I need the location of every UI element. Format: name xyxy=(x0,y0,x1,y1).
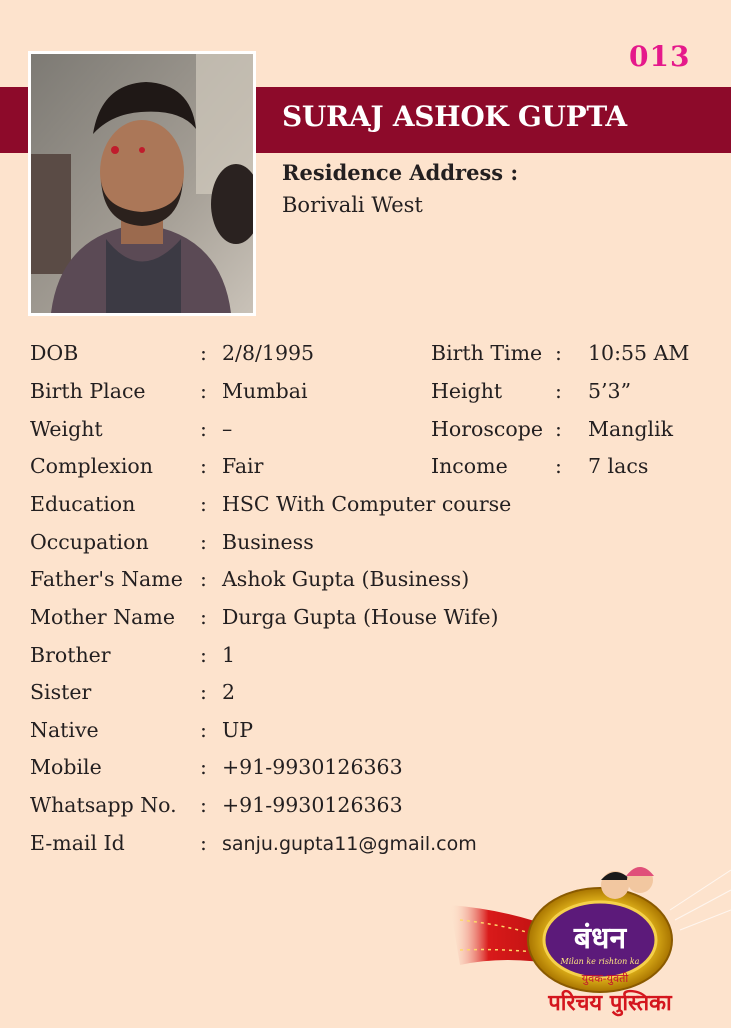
detail-separator: : xyxy=(200,530,207,554)
detail-value: +91-9930126363 xyxy=(222,793,403,817)
detail-separator: : xyxy=(200,567,207,591)
detail-value: sanju.gupta11@gmail.com xyxy=(222,833,477,855)
detail-separator: : xyxy=(200,718,207,742)
detail-label: Mobile xyxy=(30,755,102,779)
detail-label: Complexion xyxy=(30,454,153,478)
address-label: Residence Address : xyxy=(282,160,519,185)
detail-separator: : xyxy=(200,831,207,855)
profile-name: SURAJ ASHOK GUPTA xyxy=(282,100,627,133)
detail-separator: : xyxy=(200,755,207,779)
detail-value: 5’3” xyxy=(588,379,632,403)
detail-separator: : xyxy=(555,379,562,403)
detail-separator: : xyxy=(200,492,207,516)
detail-label: Birth Time xyxy=(431,341,543,365)
logo-tagline: Milan ke rishton ka xyxy=(560,957,640,966)
detail-label: Native xyxy=(30,718,99,742)
detail-separator: : xyxy=(200,341,207,365)
detail-value: 2 xyxy=(222,680,236,704)
detail-separator: : xyxy=(200,605,207,629)
logo-subtitle: युवक-युवती xyxy=(581,972,629,985)
detail-label: E-mail Id xyxy=(30,831,125,855)
detail-value: Mumbai xyxy=(222,379,308,403)
detail-label: Education xyxy=(30,492,136,516)
detail-separator: : xyxy=(200,643,207,667)
detail-value: 2/8/1995 xyxy=(222,341,315,365)
detail-separator: : xyxy=(200,793,207,817)
detail-label: Horoscope xyxy=(431,417,543,441)
detail-value: UP xyxy=(222,718,254,742)
detail-value: Fair xyxy=(222,454,264,478)
detail-separator: : xyxy=(555,417,562,441)
detail-value: – xyxy=(222,417,233,441)
detail-label: Father's Name xyxy=(30,567,183,591)
profile-number: 013 xyxy=(629,40,691,73)
detail-value: Ashok Gupta (Business) xyxy=(222,567,470,591)
detail-value: HSC With Computer course xyxy=(222,492,512,516)
detail-separator: : xyxy=(200,379,207,403)
detail-value: +91-9930126363 xyxy=(222,755,403,779)
detail-label: Brother xyxy=(30,643,111,667)
detail-separator: : xyxy=(555,454,562,478)
detail-label: Occupation xyxy=(30,530,149,554)
detail-value: 1 xyxy=(222,643,236,667)
address-value: Borivali West xyxy=(282,193,423,217)
detail-label: Mother Name xyxy=(30,605,175,629)
logo-bottom-text: परिचय पुस्तिका xyxy=(548,991,672,1016)
detail-label: Income xyxy=(431,454,508,478)
logo-title: बंधन xyxy=(573,921,627,956)
detail-label: Birth Place xyxy=(30,379,146,403)
detail-value: Business xyxy=(222,530,314,554)
detail-value: 7 lacs xyxy=(588,454,649,478)
detail-value: Durga Gupta (House Wife) xyxy=(222,605,499,629)
detail-label: DOB xyxy=(30,341,79,365)
bandhan-logo xyxy=(450,850,731,1024)
detail-value: 10:55 AM xyxy=(588,341,690,365)
detail-label: Height xyxy=(431,379,503,403)
detail-separator: : xyxy=(200,680,207,704)
detail-label: Weight xyxy=(30,417,103,441)
detail-separator: : xyxy=(200,417,207,441)
profile-photo xyxy=(28,51,256,316)
detail-label: Sister xyxy=(30,680,92,704)
detail-value: Manglik xyxy=(588,417,674,441)
detail-separator: : xyxy=(555,341,562,365)
detail-label: Whatsapp No. xyxy=(30,793,177,817)
detail-separator: : xyxy=(200,454,207,478)
